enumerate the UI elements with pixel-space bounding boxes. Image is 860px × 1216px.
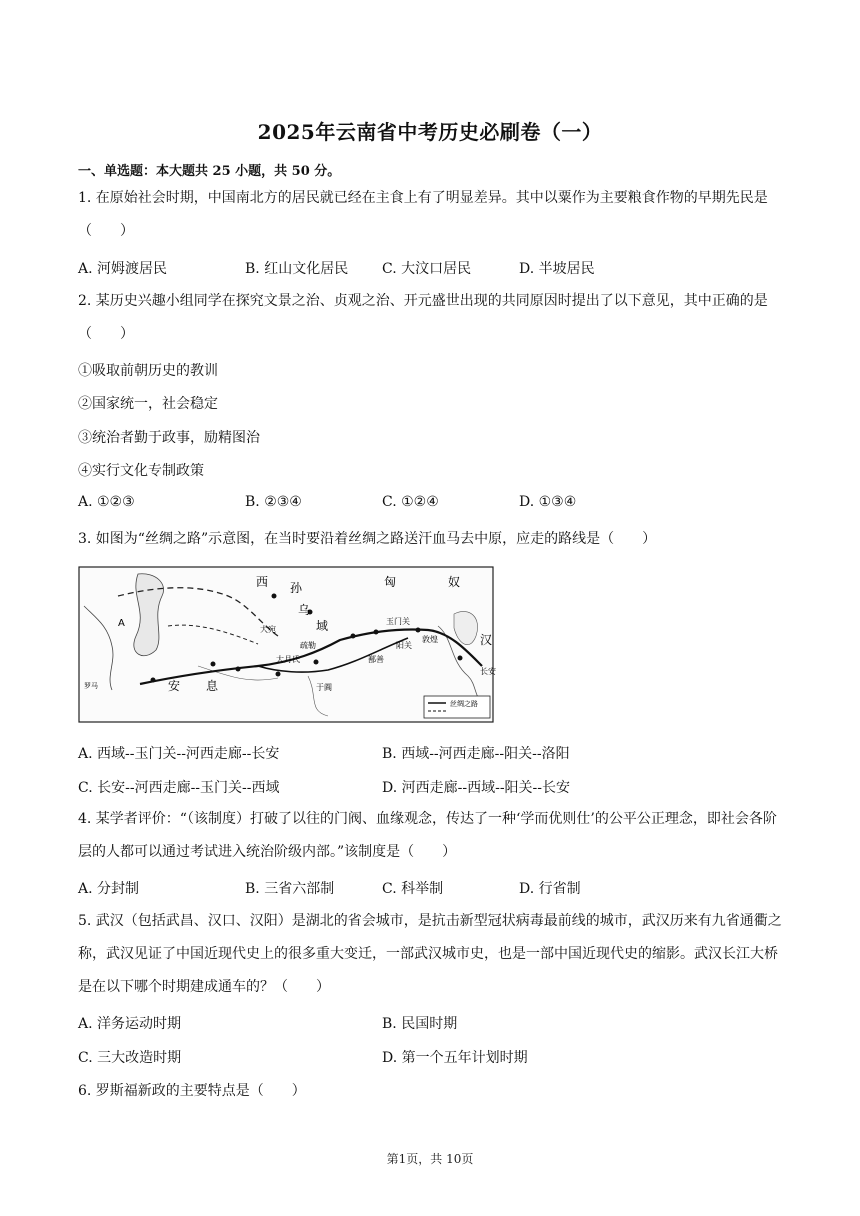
map-label-luoma: 罗马 xyxy=(84,682,98,690)
silk-road-map xyxy=(78,566,494,723)
q3-option-c: C. 长安--河西走廊--玉门关--西域 xyxy=(78,780,280,796)
q2-option-b: B. ②③④ xyxy=(245,494,302,510)
q2-item-3: ③统治者勤于政事，励精图治 xyxy=(78,430,260,446)
map-label-wusun-1: 乌 xyxy=(298,603,311,617)
q2-item-2: ②国家统一，社会稳定 xyxy=(78,396,218,412)
q1-option-d: D. 半坡居民 xyxy=(519,261,595,277)
map-label-dayuezhi: 大月氏 xyxy=(276,655,300,664)
page-footer: 第1页，共 10页 xyxy=(386,1152,474,1166)
question-6-stem: 6. 罗斯福新政的主要特点是（ ） xyxy=(78,1083,306,1099)
q2-option-a: A. ①②③ xyxy=(78,494,135,510)
question-2-stem: 2. 某历史兴趣小组同学在探究文景之治、贞观之治、开元盛世出现的共同原因时提出了以下意见，其中正确的是（ ） xyxy=(78,293,768,342)
q2-option-d: D. ①③④ xyxy=(519,494,577,510)
map-label-xi: 西 xyxy=(256,575,269,589)
map-label-dunhuang: 敦煌 xyxy=(422,635,438,644)
page-title: 2025年云南省中考历史必刷卷（一） xyxy=(257,120,603,144)
question-4-stem: 4. 某学者评价：“（该制度）打破了以往的门阀、血缘观念，传达了一种‘学而优则仕’的公平公正理念，即社会各阶层的人都可以通过考试进入统治阶级内部。”该制度是（ ） xyxy=(78,811,777,860)
map-label-han: 汉 xyxy=(480,633,493,647)
map-label-anxi-2: 息 xyxy=(206,679,219,693)
q2-option-c: C. ①②④ xyxy=(382,494,439,510)
map-label-a: A xyxy=(118,618,125,629)
map-label-xiongnu-2: 奴 xyxy=(448,575,461,589)
q2-item-4: ④实行文化专制政策 xyxy=(78,463,204,479)
q4-option-d: D. 行省制 xyxy=(519,881,581,897)
map-label-dawan: 大宛 xyxy=(260,625,276,634)
q1-option-a: A. 河姆渡居民 xyxy=(78,261,168,277)
map-label-yu: 域 xyxy=(316,619,329,633)
q2-item-1: ①吸取前朝历史的教训 xyxy=(78,363,218,379)
q4-option-c: C. 科举制 xyxy=(382,881,444,897)
map-label-changan: 长安 xyxy=(480,667,496,676)
q1-option-c: C. 大汶口居民 xyxy=(382,261,472,277)
question-5-stem: 5. 武汉（包括武昌、汉口、汉阳）是湖北的省会城市，是抗击新型冠状病毒最前线的城市，武汉历来有九省通衢之称，武汉见证了中国近现代史上的很多重大变迁，一部武汉城市史，也是一部中国近现代史的缩影。武汉长江大桥是在以下哪个时期建成通车的？（ ） xyxy=(78,913,782,995)
q5-option-a: A. 洋务运动时期 xyxy=(78,1016,182,1032)
map-label-yutian: 于阗 xyxy=(316,683,332,692)
map-label-shanshan: 鄯善 xyxy=(368,655,384,664)
map-label-xiongnu-1: 匈 xyxy=(384,575,397,589)
q5-option-b: B. 民国时期 xyxy=(382,1016,458,1032)
q1-option-b: B. 红山文化居民 xyxy=(245,261,349,277)
question-3-stem: 3. 如图为“丝绸之路”示意图，在当时要沿着丝绸之路送汗血马去中原，应走的路线是（ ） xyxy=(78,531,657,547)
map-label-wusun-2: 孙 xyxy=(290,581,303,595)
map-legend-label: 丝绸之路 xyxy=(450,700,478,708)
q4-option-b: B. 三省六部制 xyxy=(245,881,335,897)
question-1-stem: 1. 在原始社会时期，中国南北方的居民就已经在主食上有了明显差异。其中以粟作为主要粮食作物的早期先民是（ ） xyxy=(78,190,768,239)
q5-option-c: C. 三大改造时期 xyxy=(78,1050,182,1066)
q4-option-a: A. 分封制 xyxy=(78,881,140,897)
section-heading: 一、单选题：本大题共 25 小题，共 50 分。 xyxy=(78,164,341,179)
q3-option-b: B. 西域--河西走廊--阳关--洛阳 xyxy=(382,746,570,762)
q3-option-a: A. 西域--玉门关--河西走廊--长安 xyxy=(78,746,280,762)
map-label-yumenguan: 玉门关 xyxy=(386,617,410,626)
map-label-anxi-1: 安 xyxy=(168,679,181,693)
q3-option-d: D. 河西走廊--西域--阳关--长安 xyxy=(382,780,571,796)
map-label-yangguan: 阳关 xyxy=(396,641,412,650)
q5-option-d: D. 第一个五年计划时期 xyxy=(382,1050,528,1066)
map-label-shule: 疏勒 xyxy=(300,641,316,650)
